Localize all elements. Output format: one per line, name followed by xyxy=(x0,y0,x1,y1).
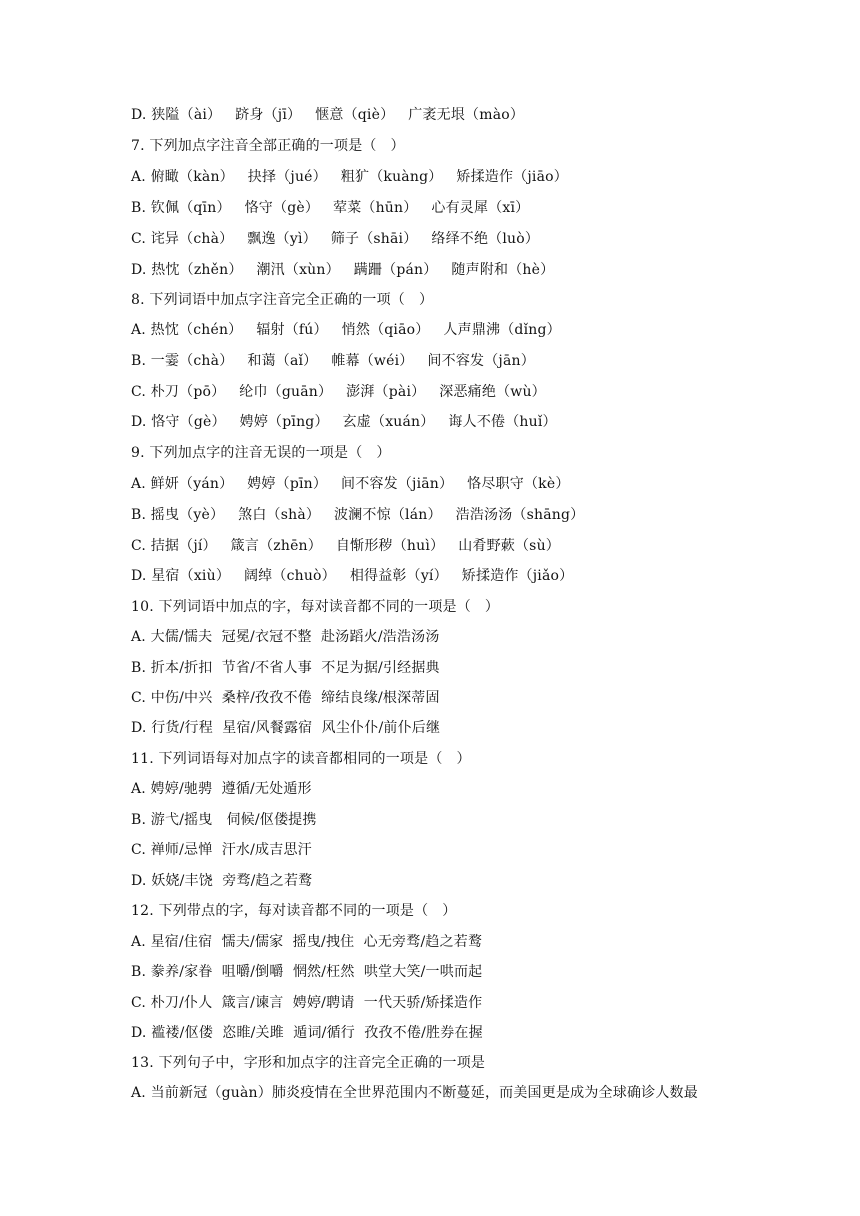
text-line: D. 狭隘（ài） 跻身（jī） 惬意（qiè） 广袤无垠（mào） xyxy=(131,107,525,123)
option-line: D. 褴褛/伛偻 恣睢/关雎 遁词/循行 孜孜不倦/胜券在握 xyxy=(131,1025,483,1041)
option-line: C. 朴刀（pō） 纶巾（guān） 澎湃（pài） 深恶痛绝（wù） xyxy=(131,384,546,400)
option-line: A. 热忱（chén） 辐射（fú） 悄然（qiāo） 人声鼎沸（dǐng） xyxy=(131,322,561,338)
option-line: D. 行货/行程 星宿/风餐露宿 风尘仆仆/前仆后继 xyxy=(131,720,441,736)
option-line: B. 一霎（chà） 和蔼（aǐ） 帷幕（wéi） 间不容发（jān） xyxy=(131,353,535,369)
option-line: D. 星宿（xiù） 阔绰（chuò） 相得益彰（yí） 矫揉造作（jiǎo） xyxy=(131,568,574,584)
option-line: C. 拮据（jí） 箴言（zhēn） 自惭形秽（huì） 山肴野蔌（sù） xyxy=(131,538,560,554)
question-8: 8. 下列词语中加点字注音完全正确的一项（ ） xyxy=(131,292,434,308)
option-line: B. 游弋/摇曳 伺候/伛偻提携 xyxy=(131,812,317,828)
option-line: D. 热忱（zhěn） 潮汛（xùn） 蹒跚（pán） 随声附和（hè） xyxy=(131,262,555,278)
question-11: 11. 下列词语每对加点字的读音都相同的一项是（ ） xyxy=(131,751,471,767)
question-12: 12. 下列带点的字，每对读音都不同的一项是（ ） xyxy=(131,903,457,919)
option-line: C. 中伤/中兴 桑梓/孜孜不倦 缔结良缘/根深蒂固 xyxy=(131,690,440,706)
question-13: 13. 下列句子中，字形和加点字的注音完全正确的一项是 xyxy=(131,1055,486,1071)
option-line: C. 诧异（chà） 飘逸（yì） 筛子（shāi） 络绎不绝（luò） xyxy=(131,231,540,247)
option-line: B. 摇曳（yè） 煞白（shà） 波澜不惊（lán） 浩浩汤汤（shāng） xyxy=(131,507,585,523)
option-line: D. 妖娆/丰饶 旁骛/趋之若鹜 xyxy=(131,873,313,889)
option-line: C. 禅师/忌惮 汗水/成吉思汗 xyxy=(131,842,312,858)
option-line: A. 星宿/住宿 懦夫/儒家 摇曳/拽住 心无旁骛/趋之若鹜 xyxy=(131,934,483,950)
option-line: D. 恪守（gè） 娉婷（pīng） 玄虚（xuán） 诲人不倦（huǐ） xyxy=(131,414,557,430)
option-line: A. 鲜妍（yán） 娉婷（pīn） 间不容发（jiān） 恪尽职守（kè） xyxy=(131,476,570,492)
option-line: A. 俯瞰（kàn） 抉择（jué） 粗犷（kuàng） 矫揉造作（jiāo） xyxy=(131,169,568,185)
question-9: 9. 下列加点字的注音无误的一项是（ ） xyxy=(131,445,391,461)
option-line: B. 豢养/家眷 咀嚼/倒嚼 惘然/枉然 哄堂大笑/一哄而起 xyxy=(131,964,483,980)
question-10: 10. 下列词语中加点的字，每对读音都不同的一项是（ ） xyxy=(131,599,500,615)
option-line: A. 娉婷/驰骋 遵循/无处遁形 xyxy=(131,781,312,797)
option-line: B. 折本/折扣 节省/不省人事 不足为据/引经据典 xyxy=(131,660,440,676)
option-line: C. 朴刀/仆人 箴言/谏言 娉婷/聘请 一代天骄/矫揉造作 xyxy=(131,995,483,1011)
option-line: A. 当前新冠（guàn）肺炎疫情在全世界范围内不断蔓延，而美国更是成为全球确诊人数最 xyxy=(131,1085,698,1101)
option-line: A. 大儒/懦夫 冠冕/衣冠不整 赴汤蹈火/浩浩汤汤 xyxy=(131,629,440,645)
question-7: 7. 下列加点字注音全部正确的一项是（ ） xyxy=(131,138,405,154)
option-line: B. 钦佩（qīn） 恪守（gè） 荤菜（hūn） 心有灵犀（xī） xyxy=(131,200,530,216)
